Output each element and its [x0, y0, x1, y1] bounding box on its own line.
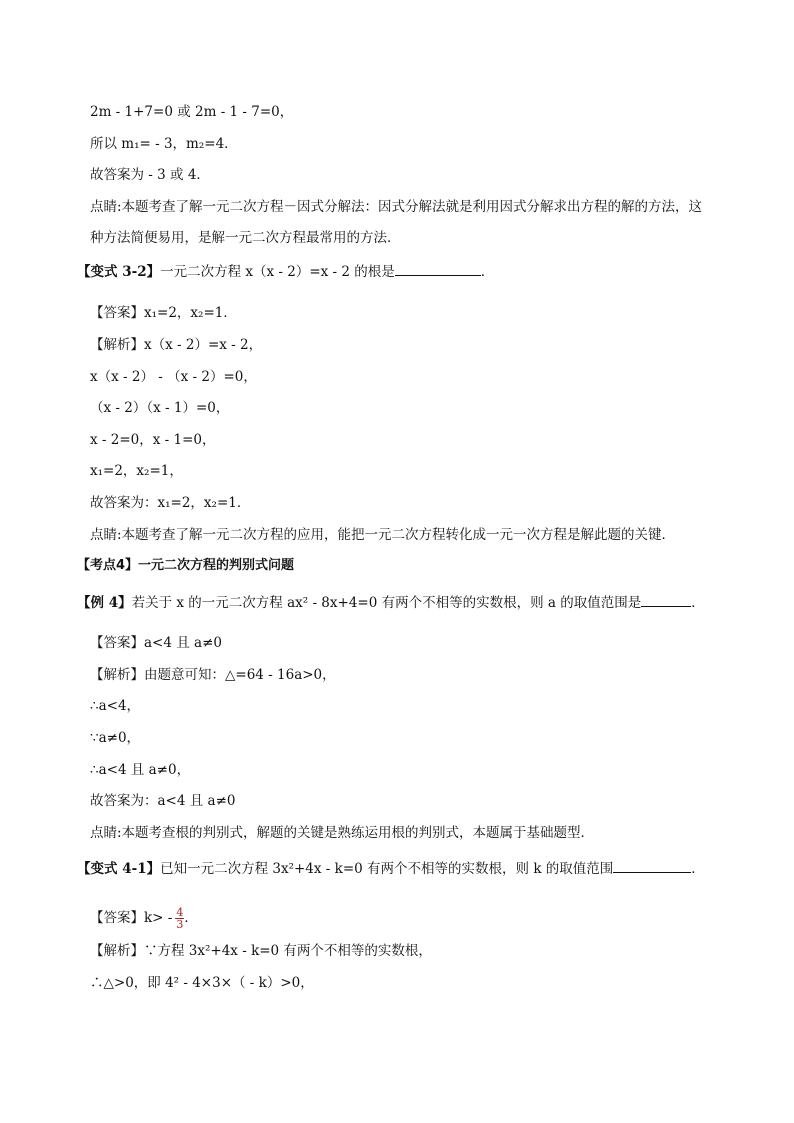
- exercise-heading: [77, 261, 494, 281]
- text-line: 点睛:本题考查根的判别式，解题的关键是熟练运用根的判别式，本题属于基础题型．: [90, 825, 595, 841]
- example-question: 若关于 x 的一元二次方程 ax² - 8x+4=0 有两个不相等的实数根，则 a 的取值范围是: [131, 595, 642, 611]
- answer-end: ．: [184, 910, 198, 926]
- section-heading: 【考点4】一元二次方程的判别式问题: [77, 558, 295, 573]
- answer-line: 【答案】x₁=2，x₂=1．: [90, 305, 237, 321]
- text-line: 所以 m₁= - 3，m₂=4．: [90, 136, 238, 152]
- text-line: 故答案为：x₁=2，x₂=1．: [90, 495, 251, 511]
- answer-prefix: 【答案】k> -: [90, 910, 173, 926]
- text-line: ∵a≠0，: [90, 730, 141, 746]
- text-line: 故答案为 - 3 或 4．: [90, 167, 210, 183]
- example-heading: [77, 592, 705, 612]
- text-line: 种方法简便易用，是解一元二次方程最常用的方法．: [90, 230, 401, 246]
- fraction-numerator: 4: [176, 906, 184, 919]
- text-line: 【解析】由题意可知：△=64 - 16a>0，: [90, 667, 336, 683]
- answer-line: [90, 904, 198, 932]
- exercise-tag: 【变式 3-2】: [77, 264, 161, 280]
- text-line: 故答案为：a<4 且 a≠0: [90, 793, 236, 809]
- text-line: ∴a<4 且 a≠0，: [90, 762, 191, 778]
- question-end: ．: [480, 264, 495, 280]
- exercise-question: 已知一元二次方程 3x²+4x - k=0 有两个不相等的实数根，则 k 的取值范围: [160, 861, 614, 877]
- text-line: 【解析】∵方程 3x²+4x - k=0 有两个不相等的实数根，: [90, 943, 432, 959]
- fraction-denominator: 3: [176, 918, 184, 931]
- text-line: 【解析】x（x - 2）=x - 2，: [90, 337, 263, 353]
- question-end: ．: [691, 595, 705, 611]
- text-line: 点睛:本题考查了解一元二次方程的应用，能把一元二次方程转化成一元一次方程是解此题的关键．: [90, 527, 676, 543]
- text-line: x（x - 2） - （x - 2）=0，: [90, 369, 257, 385]
- text-line: ∴△>0，即 4² - 4×3×（ - k）>0，: [90, 975, 314, 991]
- question-end: ．: [691, 861, 705, 877]
- text-line: （x - 2）（x - 1）=0，: [90, 400, 230, 416]
- text-line: 2m - 1+7=0 或 2m - 1 - 7=0，: [90, 104, 294, 120]
- text-line: x₁=2，x₂=1，: [90, 463, 183, 479]
- answer-blank: [395, 261, 481, 276]
- text-line: 点睛:本题考查了解一元二次方程－因式分解法：因式分解法就是利用因式分解求出方程的解的方法，这: [90, 199, 703, 215]
- text-line: x - 2=0，x - 1=0，: [90, 432, 216, 448]
- fraction: [175, 907, 184, 930]
- answer-line: 【答案】a<4 且 a≠0: [90, 635, 222, 651]
- exercise-question: 一元二次方程 x（x - 2）=x - 2 的根是: [160, 264, 395, 280]
- answer-blank: [641, 592, 691, 607]
- answer-blank: [613, 858, 691, 873]
- text-line: ∴a<4，: [90, 698, 141, 714]
- example-tag: 【例 4】: [77, 595, 132, 611]
- exercise-tag: 【变式 4-1】: [77, 861, 161, 877]
- exercise-heading: [77, 858, 705, 878]
